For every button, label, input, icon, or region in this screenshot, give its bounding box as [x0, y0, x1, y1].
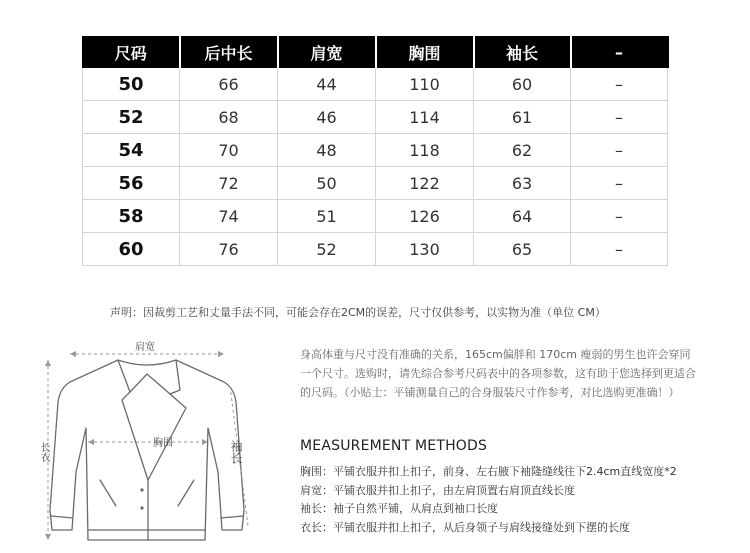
shoulder-label: 肩宽: [135, 342, 155, 353]
size-cell: 52: [83, 101, 180, 134]
size-cell: 60: [83, 233, 180, 266]
table-row: [83, 101, 668, 134]
sleeve-cell: 62: [474, 134, 571, 167]
disclaimer-text: 声明：因裁剪工艺和丈量手法不同，可能会存在2CM的误差，尺寸仅供参考，以实物为准（单位 CM）: [110, 306, 606, 319]
extra-cell: –: [571, 200, 668, 233]
header-size: 尺码: [83, 37, 180, 68]
chest-cell: 122: [376, 167, 474, 200]
table-row: [83, 233, 668, 266]
table-row: [83, 167, 668, 200]
measurement-methods-list: [300, 463, 740, 537]
back-length-cell: 72: [180, 167, 278, 200]
size-cell: 54: [83, 134, 180, 167]
sleeve-cell: 63: [474, 167, 571, 200]
table-header-row: [83, 37, 668, 68]
back-length-cell: 68: [180, 101, 278, 134]
sleeve-cell: 61: [474, 101, 571, 134]
shoulder-cell: 44: [278, 68, 376, 101]
header-chest: 胸围: [376, 37, 474, 68]
back-length-cell: 76: [180, 233, 278, 266]
length-label: 长衣: [38, 442, 49, 462]
header-back-length: 后中长: [180, 37, 278, 68]
back-length-cell: 74: [180, 200, 278, 233]
chest-cell: 118: [376, 134, 474, 167]
method-shoulder: 肩宽：平铺衣服并扣上扣子，由左肩顶置右肩顶直线长度: [300, 483, 575, 497]
header-extra: –: [571, 37, 668, 68]
sleeve-label: 袖长: [229, 440, 243, 464]
method-chest: 胸围：平铺衣服并扣上扣子，前身、左右腋下袖隆缝线往下2.4cm直线宽度*2: [300, 465, 677, 478]
shoulder-cell: 46: [278, 101, 376, 134]
header-sleeve: 袖长: [474, 37, 571, 68]
shoulder-cell: 48: [278, 134, 376, 167]
size-cell: 58: [83, 200, 180, 233]
chest-cell: 114: [376, 101, 474, 134]
chest-cell: 110: [376, 68, 474, 101]
extra-cell: –: [571, 167, 668, 200]
measurement-methods-title: MEASUREMENT METHODS: [300, 438, 488, 454]
extra-cell: –: [571, 134, 668, 167]
shoulder-cell: 51: [278, 200, 376, 233]
back-length-cell: 66: [180, 68, 278, 101]
size-cell: 56: [83, 167, 180, 200]
extra-cell: –: [571, 233, 668, 266]
method-sleeve: 袖长：袖子自然平铺，从肩点到袖口长度: [300, 502, 498, 515]
method-length: 衣长：平铺衣服并扣上扣子，从后身领子与肩线接缝处到下摆的长度: [300, 520, 630, 534]
extra-cell: –: [571, 101, 668, 134]
shoulder-cell: 52: [278, 233, 376, 266]
back-length-cell: 70: [180, 134, 278, 167]
sleeve-cell: 65: [474, 233, 571, 266]
jacket-measurement-diagram: [30, 330, 275, 553]
table-row: [83, 68, 668, 101]
table-row: [83, 200, 668, 233]
table-row: [83, 134, 668, 167]
size-chart-table: [82, 36, 669, 266]
sleeve-cell: 64: [474, 200, 571, 233]
size-advice-text: 身高体重与尺寸没有准确的关系，165cm偏胖和 170cm 瘦弱的男生也许会穿同一个尺寸。选购时，请先综合参考尺码表中的各项参数，这有助于您选择到更适合的尺码。（小贴士：平铺测量自己的合身服装尺寸作参考，对比选购更准确！）: [300, 348, 696, 399]
header-shoulder: 肩宽: [278, 37, 376, 68]
shoulder-cell: 50: [278, 167, 376, 200]
chest-cell: 130: [376, 233, 474, 266]
sleeve-cell: 60: [474, 68, 571, 101]
size-cell: 50: [83, 68, 180, 101]
chest-label: 胸围: [153, 438, 173, 449]
chest-cell: 126: [376, 200, 474, 233]
extra-cell: –: [571, 68, 668, 101]
